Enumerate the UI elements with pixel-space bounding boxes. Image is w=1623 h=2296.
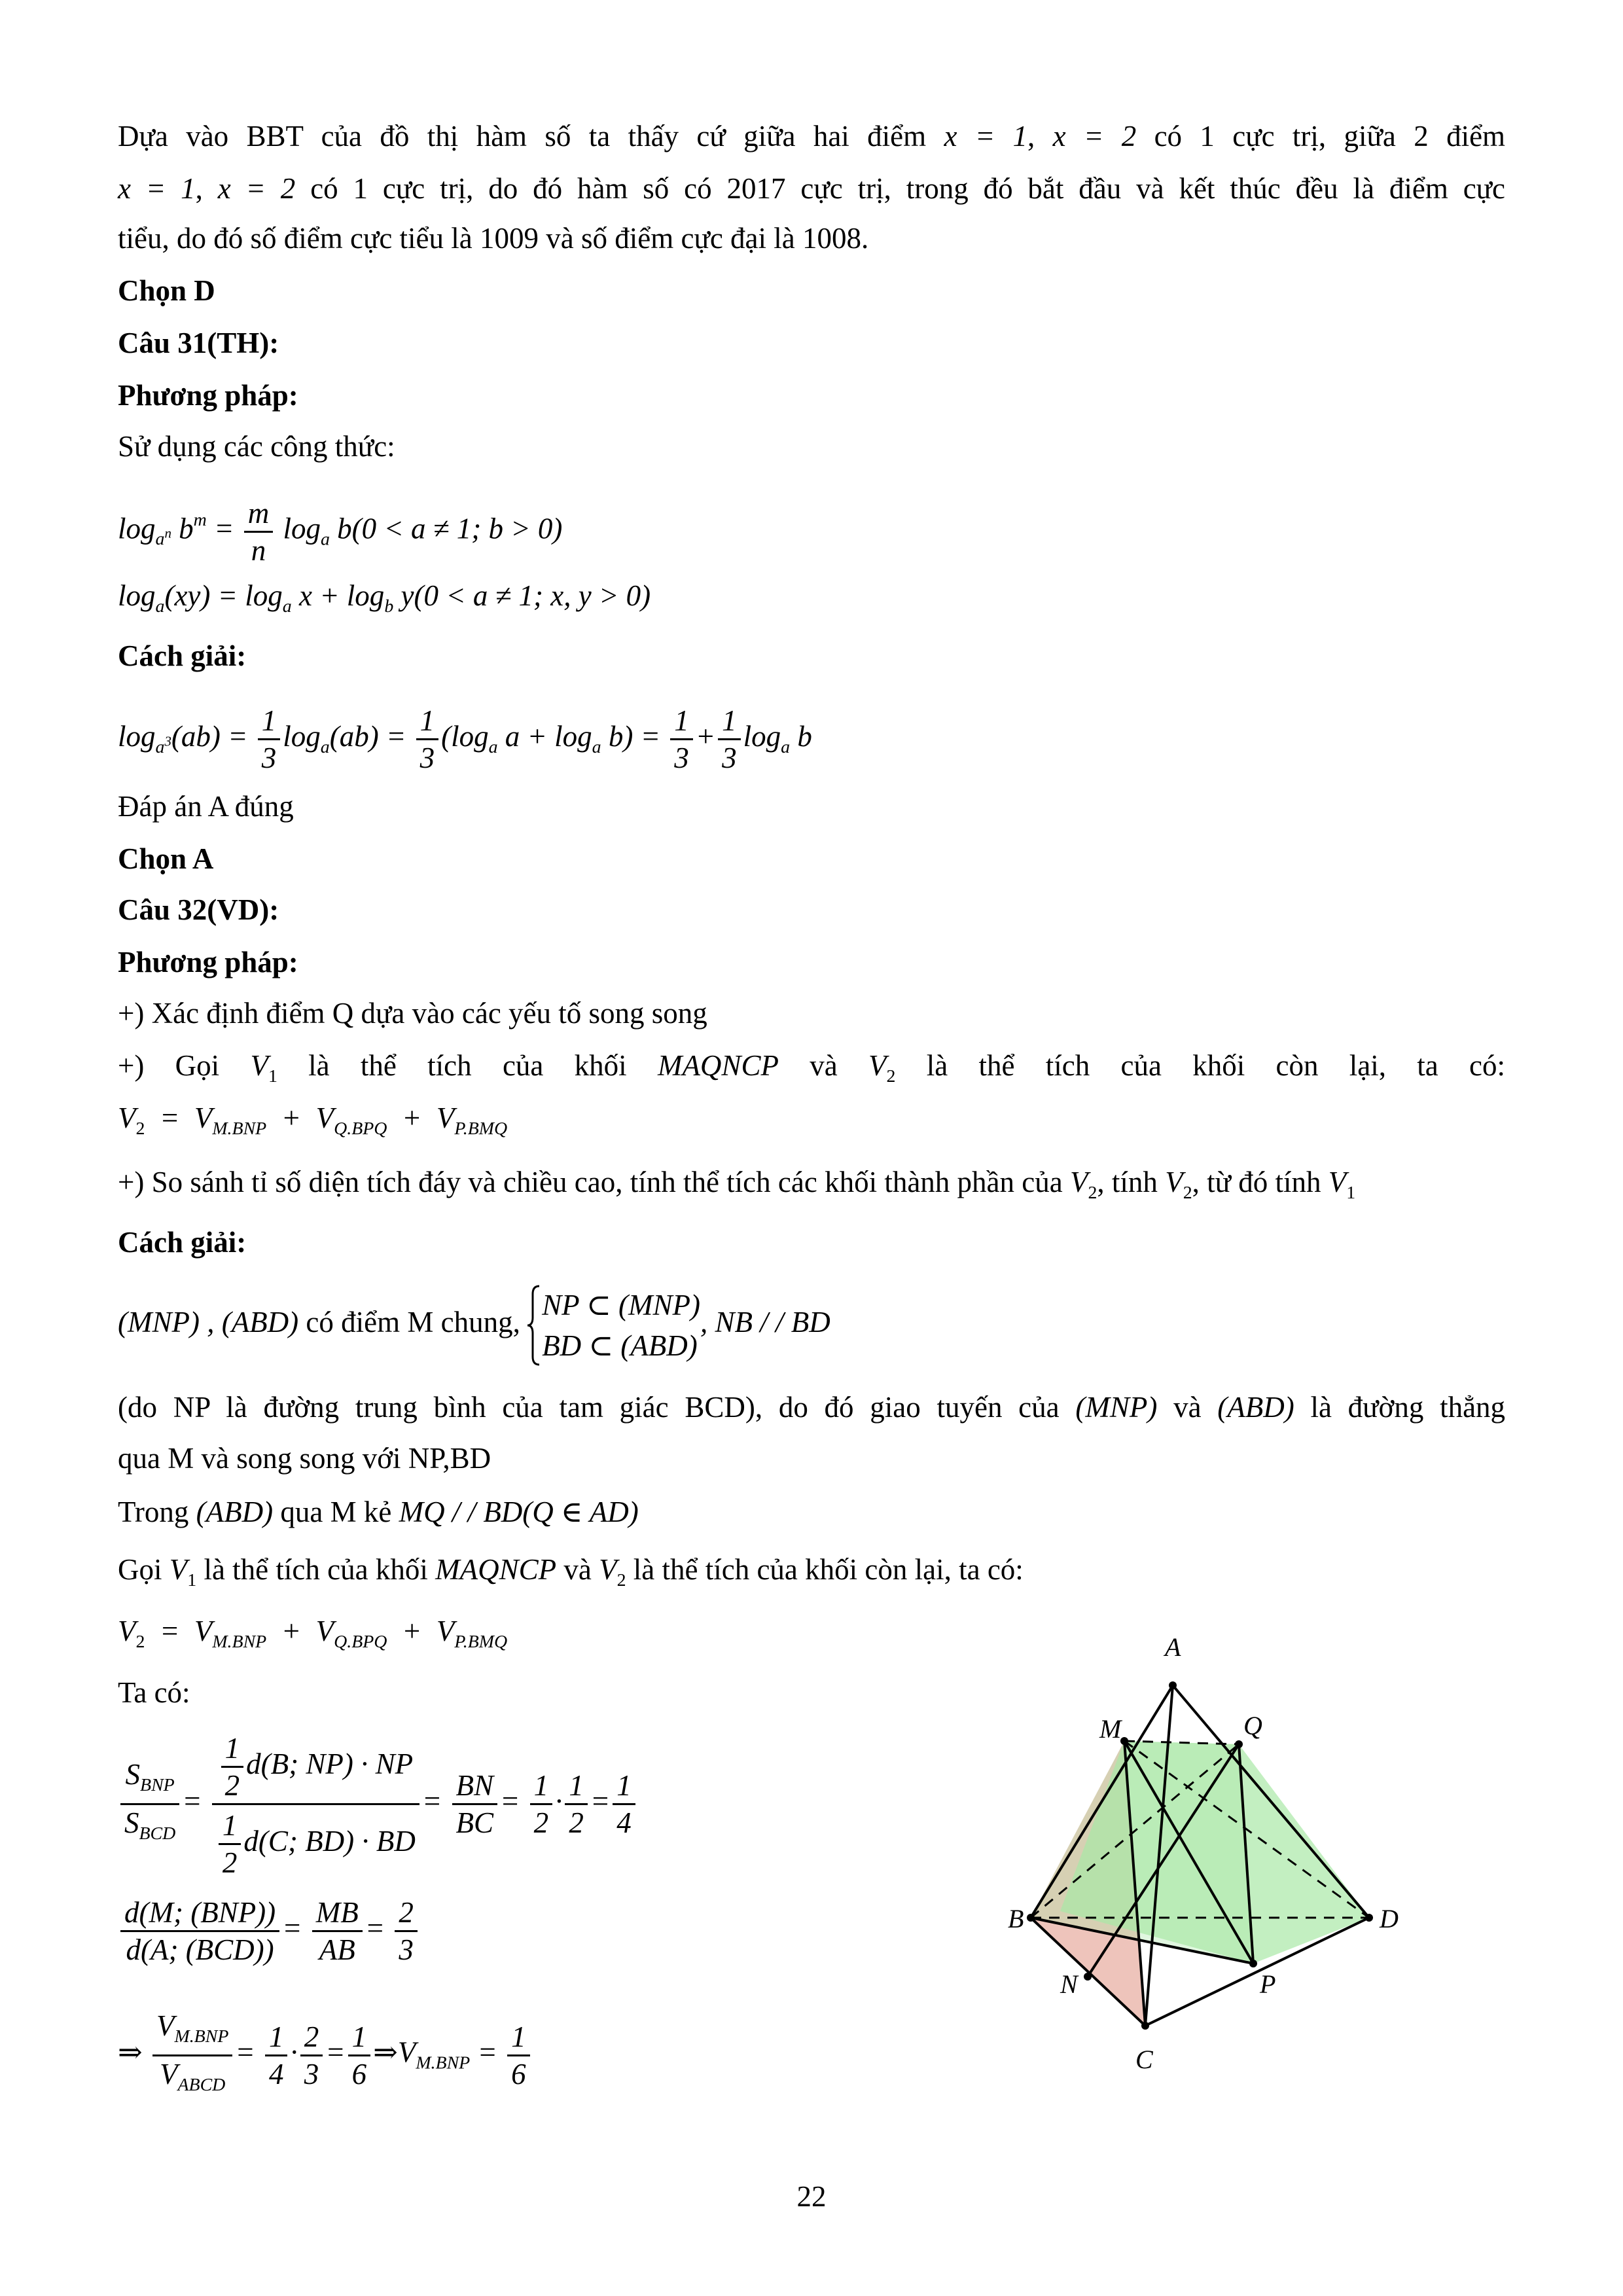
sub-a: a bbox=[488, 736, 498, 757]
denominator: 2 bbox=[222, 1846, 238, 1880]
numerator: m bbox=[244, 495, 274, 533]
denominator: 3 bbox=[722, 742, 737, 775]
expr: d(C; BD) · BD bbox=[243, 1825, 416, 1858]
fraction bbox=[265, 2019, 288, 2092]
denominator: n bbox=[251, 533, 266, 567]
tetrahedron-figure bbox=[1001, 1610, 1446, 2108]
numerator: 2 bbox=[300, 2019, 323, 2056]
plane: (ABD) bbox=[1217, 1391, 1294, 1424]
math-x1: x = 1 bbox=[944, 120, 1028, 152]
equals: = bbox=[500, 1785, 520, 1818]
fraction bbox=[613, 1768, 635, 1840]
question-31-title: Câu 31(TH): bbox=[118, 327, 279, 359]
equals: = bbox=[282, 1912, 302, 1945]
expr: MQ / / BD(Q ∈ AD) bbox=[399, 1496, 639, 1528]
equals: = bbox=[421, 1785, 442, 1818]
sub: M.BNP bbox=[212, 1631, 267, 1652]
sub: M.BNP bbox=[212, 1118, 267, 1139]
math-x2: x = 2 bbox=[217, 172, 296, 205]
b: b bbox=[179, 512, 194, 545]
block-name: MAQNCP bbox=[435, 1553, 557, 1586]
numerator: MB bbox=[312, 1895, 363, 1932]
text: , từ đó tính bbox=[1192, 1166, 1321, 1198]
solution-formula bbox=[118, 700, 812, 783]
left-brace-icon bbox=[527, 1285, 541, 1366]
sub: ABCD bbox=[177, 2074, 226, 2095]
equals: = bbox=[477, 2036, 497, 2069]
expr: x + log bbox=[298, 579, 385, 612]
v: V bbox=[118, 1102, 136, 1134]
sub-a: a bbox=[155, 596, 165, 617]
v: V bbox=[194, 1102, 213, 1134]
solution-system-line bbox=[118, 1276, 830, 1368]
denominator: 2 bbox=[224, 1769, 240, 1803]
text: , tính bbox=[1097, 1166, 1158, 1198]
equals: = bbox=[365, 1912, 385, 1945]
ratio-area bbox=[118, 1728, 638, 1880]
v: V bbox=[160, 2057, 178, 2090]
solution-line-5 bbox=[118, 1550, 1024, 1600]
text: có điểm M chung, bbox=[306, 1306, 520, 1338]
fraction-bn-bc bbox=[452, 1768, 498, 1840]
v: V bbox=[599, 1553, 617, 1586]
plus: + bbox=[281, 1102, 302, 1134]
v: V bbox=[315, 1615, 334, 1647]
denominator: 4 bbox=[268, 2057, 284, 2090]
page-number: 22 bbox=[796, 2180, 827, 2213]
ratio-height bbox=[118, 1889, 420, 1967]
math-x1: x = 1 bbox=[118, 172, 196, 205]
sub: BCD bbox=[139, 1823, 176, 1844]
plus: + bbox=[401, 1615, 422, 1647]
vertex-n bbox=[1084, 1973, 1092, 1981]
expr: d(B; NP) · NP bbox=[246, 1748, 414, 1780]
label-m: M bbox=[1099, 1714, 1122, 1744]
denominator: 3 bbox=[419, 742, 435, 775]
paragraph-line-2: x = 1, x = 2 có 1 cực trị, do đó hàm số có 2017 cực trị, trong đó bắt đầu và kết thúc đều là điểm cực bbox=[118, 172, 1506, 205]
equals: = bbox=[235, 2036, 255, 2069]
text: có 1 cực trị, do đó hàm số có 2017 cực trị, trong đó bắt đầu và kết thúc đều là điểm cực bbox=[310, 172, 1506, 205]
numerator: 1 bbox=[265, 2019, 288, 2056]
condition: y(0 < a ≠ 1; x, y > 0) bbox=[401, 579, 651, 612]
sup-3: 3 bbox=[164, 733, 171, 749]
text: và bbox=[563, 1553, 592, 1586]
denominator: BC bbox=[455, 1806, 494, 1840]
method-heading: Phương pháp: bbox=[118, 379, 298, 412]
method-line-3 bbox=[118, 1098, 507, 1149]
numerator: BN bbox=[452, 1768, 498, 1805]
numerator: 1 bbox=[507, 2019, 530, 2056]
fraction bbox=[530, 1768, 553, 1840]
plane: (ABD) bbox=[196, 1496, 274, 1528]
numerator: d(M; (BNP)) bbox=[120, 1895, 279, 1932]
sub-a: a bbox=[320, 736, 330, 757]
log: log bbox=[118, 512, 156, 545]
label-b: B bbox=[1008, 1904, 1024, 1933]
implies-arrow: ⇒ bbox=[373, 2036, 398, 2069]
equals: = bbox=[214, 512, 234, 545]
text: Gọi bbox=[118, 1553, 162, 1586]
question-32-title: Câu 32(VD): bbox=[118, 893, 279, 926]
log: log bbox=[118, 579, 156, 612]
fraction bbox=[395, 1895, 418, 1967]
choose-d: Chọn D bbox=[118, 274, 215, 307]
numerator: 1 bbox=[718, 703, 741, 740]
vertex-c bbox=[1141, 2022, 1149, 2030]
label-a: A bbox=[1165, 1632, 1181, 1662]
fraction bbox=[565, 1768, 588, 1840]
vertex-d bbox=[1365, 1914, 1373, 1922]
equals: = bbox=[182, 1785, 202, 1818]
label-n: N bbox=[1060, 1969, 1078, 1999]
solution-line-6 bbox=[118, 1611, 507, 1662]
dot: · bbox=[555, 1785, 563, 1818]
label-c: C bbox=[1135, 2045, 1153, 2074]
sub: 2 bbox=[1183, 1182, 1192, 1203]
answer-text: Đáp án A đúng bbox=[118, 790, 294, 823]
equals: = bbox=[159, 1102, 180, 1134]
sub: Q.BPQ bbox=[334, 1118, 387, 1139]
condition: b(0 < a ≠ 1; b > 0) bbox=[337, 512, 563, 545]
denominator: 3 bbox=[674, 742, 689, 775]
fraction-volume bbox=[152, 2008, 232, 2103]
sub-a: a bbox=[320, 529, 330, 550]
expr: (xy) = log bbox=[164, 579, 283, 612]
sub: 1 bbox=[1346, 1182, 1356, 1203]
sub: 1 bbox=[187, 1570, 197, 1590]
text: là thể tích của khối bbox=[308, 1049, 627, 1082]
sub: 2 bbox=[616, 1570, 626, 1590]
denominator: 3 bbox=[261, 742, 277, 775]
numerator: 1 bbox=[613, 1768, 635, 1805]
denominator: 6 bbox=[351, 2057, 367, 2090]
text: qua M kẻ bbox=[280, 1496, 392, 1528]
vertex-p bbox=[1249, 1960, 1257, 1967]
plane: (MNP) bbox=[1075, 1391, 1158, 1424]
sub: 2 bbox=[886, 1066, 896, 1086]
denominator: 4 bbox=[616, 1806, 632, 1840]
vertex-b bbox=[1027, 1914, 1035, 1922]
text: là thể tích của khối còn lại, ta có: bbox=[926, 1049, 1506, 1082]
v: V bbox=[868, 1049, 887, 1082]
v: V bbox=[250, 1049, 268, 1082]
sub-a: a bbox=[781, 736, 791, 757]
label-p: P bbox=[1260, 1969, 1276, 1999]
paragraph-line-3: tiểu, do đó số điểm cực tiểu là 1009 và số điểm cực đại là 1008. bbox=[118, 222, 869, 255]
sub: 2 bbox=[135, 1118, 145, 1139]
fraction-distance bbox=[120, 1895, 279, 1967]
numerator: 1 bbox=[219, 1808, 241, 1845]
fraction-mb-ab bbox=[312, 1895, 363, 1967]
base-a: a bbox=[155, 529, 165, 550]
text: +) So sánh tỉ số diện tích đáy và chiều cao, tính thể tích các khối thành phần của bbox=[118, 1166, 1063, 1198]
expr: (ab) = bbox=[329, 720, 406, 753]
method-line-2 bbox=[118, 1046, 1505, 1096]
plus: + bbox=[695, 720, 716, 753]
fraction-m-n bbox=[244, 495, 274, 568]
math-x2: x = 2 bbox=[1052, 120, 1137, 152]
sub: 2 bbox=[135, 1631, 145, 1652]
equals: = bbox=[590, 1785, 611, 1818]
numerator: 1 bbox=[221, 1731, 244, 1768]
vertex-q bbox=[1235, 1740, 1243, 1748]
fraction bbox=[416, 703, 439, 776]
text: +) Gọi bbox=[118, 1049, 220, 1082]
sub: 2 bbox=[1088, 1182, 1097, 1203]
label-q: Q bbox=[1243, 1711, 1262, 1740]
expr: a + log bbox=[505, 720, 592, 753]
s: S bbox=[125, 1758, 141, 1791]
numerator: 1 bbox=[348, 2019, 371, 2056]
system-brace bbox=[527, 1285, 700, 1366]
text: (do NP là đường trung bình của tam giác BCD), do đó giao tuyến của bbox=[118, 1391, 1060, 1424]
sub: BNP bbox=[140, 1775, 175, 1796]
half bbox=[219, 1808, 241, 1880]
use-formulas: Sử dụng các công thức: bbox=[118, 430, 395, 463]
sub-a: a bbox=[155, 736, 165, 757]
text: và bbox=[1173, 1391, 1202, 1424]
sub-a: a bbox=[282, 596, 292, 617]
expr: (ab) = bbox=[171, 720, 248, 753]
v: V bbox=[1328, 1166, 1347, 1198]
equals: = bbox=[325, 2036, 346, 2069]
paragraph-line-1: Dựa vào BBT của đồ thị hàm số ta thấy cứ giữa hai điểm x = 1, x = 2 có 1 cực trị, giữa 2 điểm bbox=[118, 120, 1506, 152]
solution-line-4 bbox=[118, 1492, 639, 1532]
fraction bbox=[670, 703, 693, 776]
sub: 1 bbox=[268, 1066, 277, 1086]
v: V bbox=[118, 1615, 136, 1647]
label-d: D bbox=[1380, 1904, 1399, 1933]
v: V bbox=[1069, 1166, 1088, 1198]
solution-heading: Cách giải: bbox=[118, 1226, 247, 1259]
method-line-4 bbox=[118, 1162, 1355, 1213]
solution-line-2 bbox=[118, 1388, 1505, 1427]
sub: P.BMQ bbox=[454, 1118, 508, 1139]
parallel-expr: , NB / / BD bbox=[700, 1306, 830, 1338]
exp-m: m bbox=[193, 510, 207, 530]
v: V bbox=[156, 2009, 175, 2042]
sub: P.BMQ bbox=[454, 1631, 508, 1652]
formula-log-product bbox=[118, 576, 651, 626]
half bbox=[221, 1731, 244, 1803]
ratio-volume bbox=[118, 2008, 533, 2103]
plus: + bbox=[281, 1615, 302, 1647]
plus: + bbox=[401, 1102, 422, 1134]
text: là thể tích của khối còn lại, ta có: bbox=[633, 1553, 1024, 1586]
numerator: 1 bbox=[416, 703, 439, 740]
v: V bbox=[397, 2036, 416, 2069]
fraction bbox=[507, 2019, 530, 2092]
fraction bbox=[348, 2019, 371, 2092]
v: V bbox=[194, 1615, 213, 1647]
system-row-2: BD ⊂ (ABD) bbox=[542, 1329, 698, 1362]
v: V bbox=[436, 1102, 455, 1134]
fraction bbox=[718, 703, 741, 776]
log: log bbox=[743, 720, 781, 753]
numerator: 1 bbox=[530, 1768, 553, 1805]
vertex-m bbox=[1120, 1737, 1128, 1745]
solution-heading: Cách giải: bbox=[118, 639, 247, 672]
log: log bbox=[283, 512, 321, 545]
fraction bbox=[300, 2019, 323, 2092]
text: là đường thẳng bbox=[1310, 1391, 1506, 1424]
text: Trong bbox=[118, 1496, 189, 1528]
expr: b) = bbox=[608, 720, 660, 753]
log: log bbox=[283, 720, 321, 753]
method-heading: Phương pháp: bbox=[118, 946, 298, 978]
numerator: 1 bbox=[565, 1768, 588, 1805]
sub-a: a bbox=[592, 736, 601, 757]
implies-arrow: ⇒ bbox=[118, 2036, 143, 2069]
numerator: 1 bbox=[258, 703, 281, 740]
equals: = bbox=[159, 1615, 180, 1647]
fraction-area-formula bbox=[212, 1728, 419, 1880]
method-line-1: +) Xác định điểm Q dựa vào các yếu tố song song bbox=[118, 997, 707, 1030]
choose-a: Chọn A bbox=[118, 842, 214, 875]
s: S bbox=[124, 1806, 139, 1840]
v: V bbox=[436, 1615, 455, 1647]
text: là thể tích của khối bbox=[204, 1553, 428, 1586]
text: có 1 cực trị, giữa 2 điểm bbox=[1154, 120, 1506, 152]
denominator: 2 bbox=[569, 1806, 584, 1840]
sub-b: b bbox=[384, 596, 394, 617]
fraction-s bbox=[120, 1757, 179, 1852]
fraction bbox=[258, 703, 281, 776]
log: log bbox=[118, 720, 156, 753]
denominator: 3 bbox=[399, 1933, 414, 1967]
expr: (log bbox=[441, 720, 489, 753]
ta-co: Ta có: bbox=[118, 1676, 190, 1709]
text: và bbox=[810, 1049, 838, 1082]
v: V bbox=[1165, 1166, 1183, 1198]
solution-line-3: qua M và song song với NP,BD bbox=[118, 1442, 491, 1475]
planes: (MNP) , (ABD) bbox=[118, 1306, 299, 1338]
sub: M.BNP bbox=[174, 2026, 229, 2047]
sub: M.BNP bbox=[416, 2053, 471, 2073]
v: V bbox=[169, 1553, 188, 1586]
system-row-1: NP ⊂ (MNP) bbox=[542, 1288, 700, 1321]
b: b bbox=[797, 720, 812, 753]
vertex-a bbox=[1169, 1681, 1177, 1689]
v: V bbox=[315, 1102, 334, 1134]
numerator: 1 bbox=[670, 703, 693, 740]
denominator: 3 bbox=[304, 2057, 319, 2090]
denominator: AB bbox=[319, 1933, 355, 1967]
denominator: 2 bbox=[533, 1806, 549, 1840]
text: Dựa vào BBT của đồ thị hàm số ta thấy cứ giữa hai điểm bbox=[118, 120, 927, 152]
denominator: d(A; (BCD)) bbox=[126, 1933, 274, 1967]
formula-log-power bbox=[118, 484, 562, 575]
block-name: MAQNCP bbox=[657, 1049, 779, 1082]
base-n: n bbox=[164, 525, 171, 541]
dot: · bbox=[290, 2036, 298, 2069]
sub: Q.BPQ bbox=[334, 1631, 387, 1652]
numerator: 2 bbox=[395, 1895, 418, 1932]
denominator: 6 bbox=[511, 2057, 526, 2090]
